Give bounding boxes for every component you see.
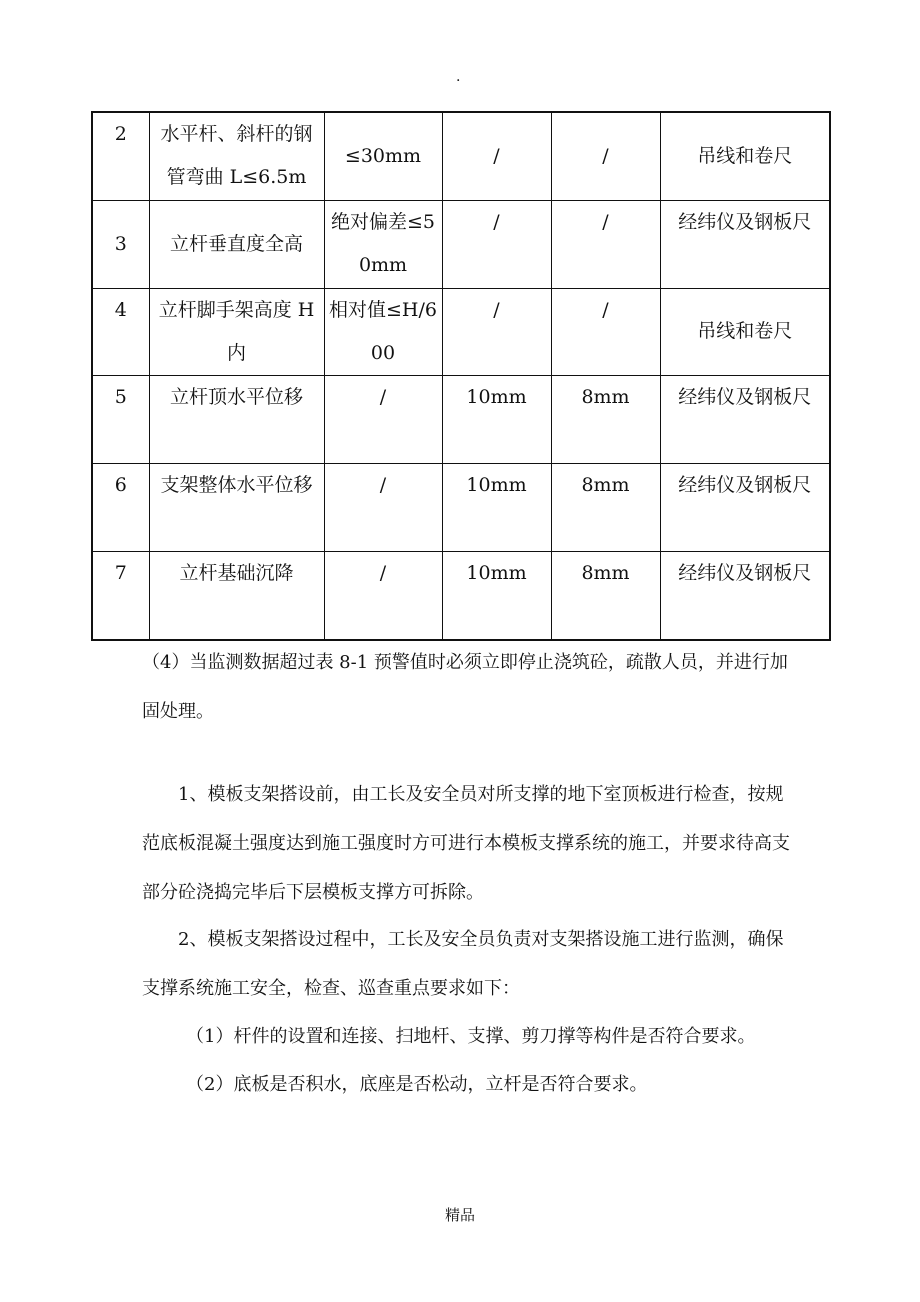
table-row — [92, 463, 830, 551]
row-tool: 经纬仪及钢板尺 — [660, 551, 830, 640]
row-warning: 10mm — [442, 551, 551, 640]
row-item: 立杆脚手架高度 H 内 — [149, 288, 324, 375]
row-limit: / — [324, 375, 442, 463]
list-item-members-check: （1）杆件的设置和连接、扫地杆、支撑、剪刀撑等构件是否符合要求。 — [186, 1026, 756, 1047]
row-limit: / — [324, 551, 442, 640]
row-alarm: / — [551, 288, 660, 375]
row-alarm: 8mm — [551, 551, 660, 640]
paragraph-alert-stop: （4）当监测数据超过表 8-1 预警值时必须立即停止浇筑砼，疏散人员，并进行加固处理。 — [142, 652, 788, 722]
row-number: 7 — [92, 551, 149, 640]
paragraph-pre-erection-check: 1、模板支架搭设前，由工长及安全员对所支撑的地下室顶板进行检查，按规范底板混凝土强度达到施工强度时方可进行本模板支撑系统的施工，并要求待高支部分砼浇捣完毕后下层模板支撑方可拆除。 — [142, 784, 790, 903]
row-warning: 10mm — [442, 463, 551, 551]
row-alarm: / — [551, 200, 660, 288]
header-mark: . — [456, 69, 461, 85]
row-limit: ≤30mm — [324, 112, 442, 200]
row-tool: 经纬仪及钢板尺 — [660, 200, 830, 288]
row-tool: 经纬仪及钢板尺 — [660, 375, 830, 463]
row-alarm: 8mm — [551, 463, 660, 551]
list-item-base-check: （2）底板是否积水，底座是否松动，立杆是否符合要求。 — [186, 1074, 648, 1095]
table-row — [92, 375, 830, 463]
row-warning: / — [442, 200, 551, 288]
row-number: 5 — [92, 375, 149, 463]
row-tool: 吊线和卷尺 — [660, 112, 830, 200]
row-alarm: 8mm — [551, 375, 660, 463]
row-item: 立杆顶水平位移 — [149, 375, 324, 463]
row-number: 3 — [92, 200, 149, 288]
row-warning: 10mm — [442, 375, 551, 463]
row-item: 立杆垂直度全高 — [149, 200, 324, 288]
row-alarm: / — [551, 112, 660, 200]
table-row — [92, 551, 830, 640]
row-item: 支架整体水平位移 — [149, 463, 324, 551]
row-number: 2 — [92, 112, 149, 200]
row-limit: 绝对偏差≤50mm — [324, 200, 442, 288]
row-limit: 相对值≤H/600 — [324, 288, 442, 375]
row-item: 立杆基础沉降 — [149, 551, 324, 640]
row-warning: / — [442, 288, 551, 375]
row-number: 4 — [92, 288, 149, 375]
page-footer: 精品 — [444, 1206, 475, 1224]
row-tool: 经纬仪及钢板尺 — [660, 463, 830, 551]
row-number: 6 — [92, 463, 149, 551]
row-limit: / — [324, 463, 442, 551]
row-tool: 吊线和卷尺 — [660, 288, 830, 375]
table-row — [92, 112, 830, 200]
table-row — [92, 288, 830, 375]
paragraph-erection-monitoring: 2、模板支架搭设过程中，工长及安全员负责对支架搭设施工进行监测，确保支撑系统施工安全，检查、巡查重点要求如下： — [142, 929, 784, 999]
row-warning: / — [442, 112, 551, 200]
row-item: 水平杆、斜杆的钢管弯曲 L≤6.5m — [149, 112, 324, 200]
table-row — [92, 200, 830, 288]
monitoring-table — [91, 111, 831, 641]
